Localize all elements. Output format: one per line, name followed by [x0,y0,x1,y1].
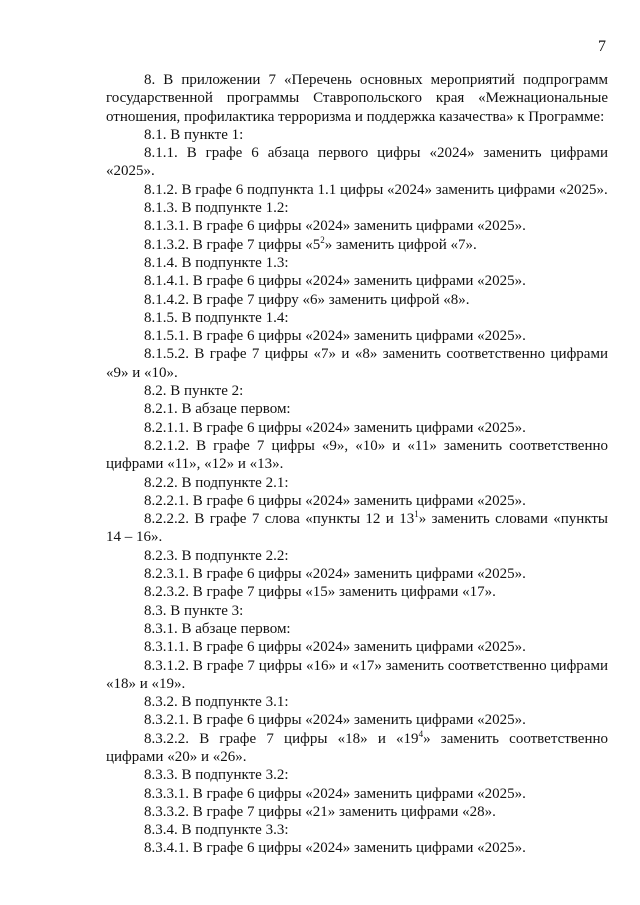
paragraph-8-1-5: 8.1.5. В подпункте 1.4: [144,309,289,326]
document-body [106,71,608,858]
paragraph-8-3-3-1: 8.3.3.1. В графе 6 цифры «2024» заменить цифрами «2025». [144,785,526,802]
paragraph-8-3-2: 8.3.2. В подпункте 3.1: [144,694,289,711]
paragraph-8-1-2: 8.1.2. В графе 6 подпункта 1.1 цифры «2024» заменить цифрами «2025». [144,181,608,198]
page-number: 7 [598,38,606,55]
paragraph-text: » заменить цифрой «7». [324,236,477,253]
paragraph-8-2-2-2 [106,510,608,547]
paragraph-text: 8.3.2.2. В графе 7 цифры «18» и «19 [144,730,419,747]
paragraph-8-1-1: 8.1.1. В графе 6 абзаца первого цифры «2024» заменить цифрами «2025». [106,145,608,180]
paragraph-8-3-4-1: 8.3.4.1. В графе 6 цифры «2024» заменить цифрами «2025». [144,840,526,857]
paragraph-8-3-4: 8.3.4. В подпункте 3.3: [144,822,289,839]
paragraph-8-2-3-2: 8.2.3.2. В графе 7 цифры «15» заменить цифрами «17». [144,584,496,601]
paragraph-8-1-4-1: 8.1.4.1. В графе 6 цифры «2024» заменить цифрами «2025». [144,273,526,290]
paragraph-8-3: 8.3. В пункте 3: [144,602,244,619]
paragraph-text: » заменить словами «пункты 14 – 16». [106,511,608,546]
paragraph-8-3-3: 8.3.3. В подпункте 3.2: [144,767,289,784]
paragraph-8-3-1-1: 8.3.1.1. В графе 6 цифры «2024» заменить цифрами «2025». [144,639,526,656]
paragraph-8-3-2-2 [106,730,608,767]
paragraph-8-3-1-2: 8.3.1.2. В графе 7 цифры «16» и «17» заменить соответственно цифрами «18» и «19». [106,657,608,692]
paragraph-text: 8.1.3.2. В графе 7 цифры «5 [144,236,321,253]
paragraph-8-1: 8.1. В пункте 1: [144,126,244,143]
paragraph-8-2-1-2: 8.2.1.2. В графе 7 цифры «9», «10» и «11» заменить соответственно цифрами «11», «12» и «13». [106,437,608,473]
paragraph-8-1-5-1: 8.1.5.1. В графе 6 цифры «2024» заменить цифрами «2025». [144,328,526,345]
paragraph-8-1-3-1: 8.1.3.1. В графе 6 цифры «2024» заменить цифрами «2025». [144,218,526,235]
paragraph-8-3-2-1: 8.3.2.1. В графе 6 цифры «2024» заменить цифрами «2025». [144,712,526,729]
paragraph-8-2-3-1: 8.2.3.1. В графе 6 цифры «2024» заменить цифрами «2025». [144,566,526,583]
superscript: 2 [320,234,325,245]
paragraph-8-1-4: 8.1.4. В подпункте 1.3: [144,254,289,271]
paragraph-text: » заменить соответственно цифрами «20» и «26». [106,730,608,765]
paragraph-8-2-1-1: 8.2.1.1. В графе 6 цифры «2024» заменить цифрами «2025». [144,419,526,436]
paragraph-8-2-2: 8.2.2. В подпункте 2.1: [144,474,289,491]
paragraph-8-2-2-1: 8.2.2.1. В графе 6 цифры «2024» заменить цифрами «2025». [144,492,526,509]
paragraph-8-1-4-2: 8.1.4.2. В графе 7 цифру «6» заменить цифрой «8». [144,291,470,308]
paragraph-8-3-3-2: 8.3.3.2. В графе 7 цифры «21» заменить цифрами «28». [144,803,496,820]
paragraph-8-3-1: 8.3.1. В абзаце первом: [144,620,291,637]
paragraph-8-2-1: 8.2.1. В абзаце первом: [144,401,291,418]
superscript: 1 [414,509,419,520]
paragraph-8: 8. В приложении 7 «Перечень основных мероприятий подпрограмм государственной программы Ставропольского края «Межнациональные отношения, профилактика терроризма и поддержка казачества» к Программе: [106,72,608,125]
paragraph-8-2: 8.2. В пункте 2: [144,383,244,400]
paragraph-8-1-5-2: 8.1.5.2. В графе 7 цифры «7» и «8» заменить соответственно цифрами «9» и «10». [106,346,608,381]
paragraph-8-1-3-2 [106,236,608,254]
superscript: 4 [418,728,424,739]
paragraph-8-2-3: 8.2.3. В подпункте 2.2: [144,547,289,564]
paragraph-text: 8.2.2.2. В графе 7 слова «пункты 12 и 13 [144,511,415,528]
paragraph-8-1-3: 8.1.3. В подпункте 1.2: [144,200,289,217]
